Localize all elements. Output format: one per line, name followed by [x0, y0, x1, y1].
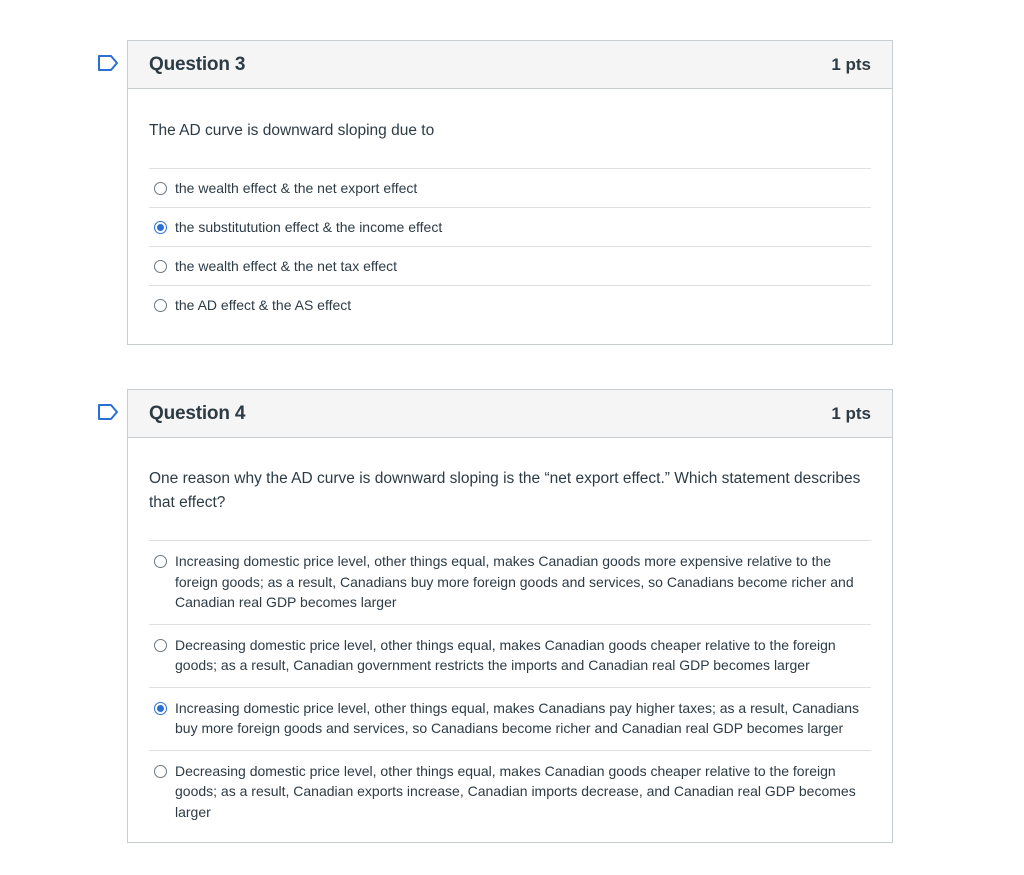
answer-option[interactable]	[149, 541, 871, 625]
question-body	[128, 438, 892, 833]
answer-label: the AD effect & the AS effect	[175, 297, 352, 314]
bookmark-flag-icon[interactable]	[97, 54, 119, 72]
answer-option[interactable]	[149, 751, 871, 834]
question-title: Question 4	[149, 402, 246, 424]
answer-label: Decreasing domestic price level, other things equal, makes Canadian goods cheaper relative to the foreign goods; as a result, Canadian exports increase, Canadian imports decrease, and Canadian real GDP becomes larger	[175, 762, 856, 820]
answer-option[interactable]	[149, 208, 871, 247]
radio-button-selected[interactable]	[154, 702, 167, 715]
answer-option[interactable]	[149, 625, 871, 688]
radio-button[interactable]	[154, 299, 167, 312]
answer-label: the substitutution effect & the income effect	[175, 218, 443, 235]
question-text: One reason why the AD curve is downward sloping is the “net export effect.” Which statement describes that effect?	[149, 470, 861, 511]
question-body	[128, 89, 892, 325]
question-header	[128, 41, 892, 89]
radio-button-selected[interactable]	[154, 221, 167, 234]
radio-button[interactable]	[154, 182, 167, 195]
radio-button[interactable]	[154, 260, 167, 273]
bookmark-flag-icon[interactable]	[97, 403, 119, 421]
answer-list	[149, 540, 871, 833]
answer-label: Increasing domestic price level, other things equal, makes Canadians pay higher taxes; as a result, Canadians buy more foreign goods and services, so Canadians become richer and Canadian real GDP becomes larger	[175, 699, 860, 736]
answer-option[interactable]	[149, 247, 871, 286]
answer-list	[149, 168, 871, 325]
answer-option[interactable]	[149, 688, 871, 751]
answer-label: the wealth effect & the net export effect	[175, 179, 418, 196]
question-points: 1 pts	[831, 403, 871, 423]
question-header	[128, 390, 892, 438]
answer-label: Increasing domestic price level, other things equal, makes Canadian goods more expensive relative to the foreign goods; as a result, Canadians buy more foreign goods and services, so Canadians become richer and Canadian real GDP becomes larger	[175, 553, 854, 610]
answer-option[interactable]	[149, 169, 871, 208]
answer-label: Decreasing domestic price level, other things equal, makes Canadian goods cheaper relative to the foreign goods; as a result, Canadian government restricts the imports and Canadian real GDP becomes larger	[175, 636, 836, 673]
question-text: The AD curve is downward sloping due to	[149, 122, 435, 139]
question-title: Question 3	[149, 53, 246, 75]
question-points: 1 pts	[831, 54, 871, 74]
answer-option[interactable]	[149, 286, 871, 325]
radio-button[interactable]	[154, 555, 167, 568]
answer-label: the wealth effect & the net tax effect	[175, 257, 398, 274]
question-4-card	[127, 389, 893, 843]
question-3-card	[127, 40, 893, 345]
radio-button[interactable]	[154, 765, 167, 778]
radio-button[interactable]	[154, 639, 167, 652]
